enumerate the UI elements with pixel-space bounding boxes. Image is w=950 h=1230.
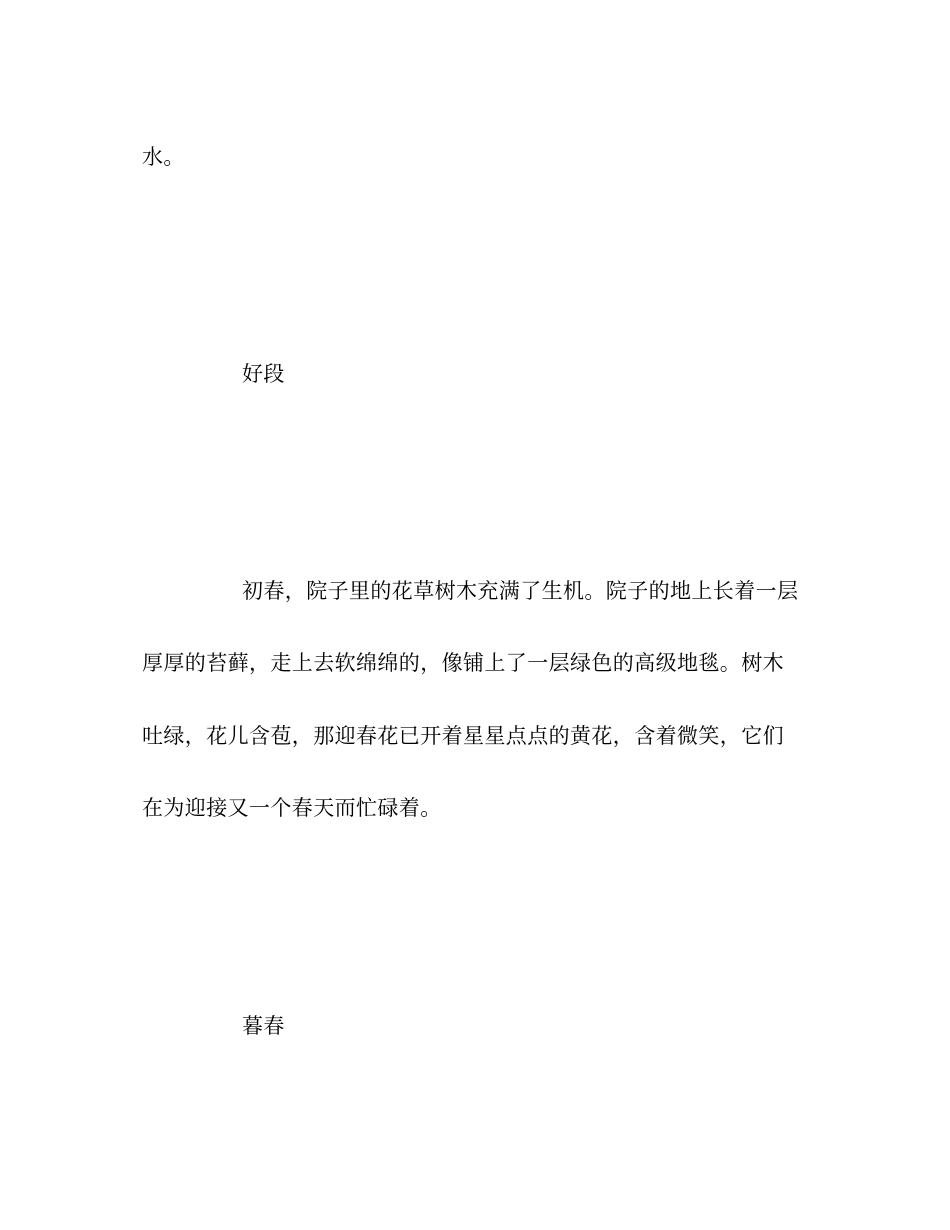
paragraph-line-4: 在为迎接又一个春天而忙碌着。 [142,796,442,820]
continuation-line: 水。 [142,145,185,169]
section-heading-good-paragraph: 好段 [242,362,285,386]
paragraph-line-1: 初春，院子里的花草树木充满了生机。院子的地上长着一层 [242,579,799,603]
paragraph-line-3: 吐绿，花儿含苞，那迎春花已开着星星点点的黄花，含着微笑，它们 [142,724,784,748]
section-heading-late-spring: 暮春 [242,1014,285,1038]
paragraph-line-2: 厚厚的苔藓，走上去软绵绵的，像铺上了一层绿色的高级地毯。树木 [142,651,784,675]
